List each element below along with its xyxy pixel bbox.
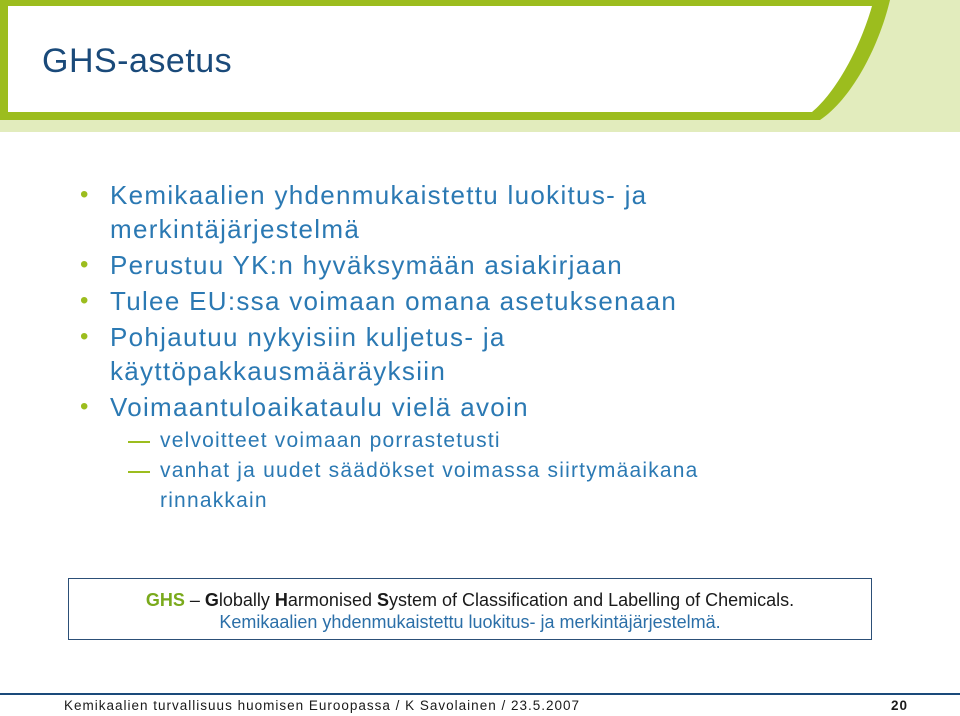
word-harmonised-rest: armonised [287, 590, 377, 610]
bullet-dot-icon: • [80, 393, 90, 420]
subbullet-item [80, 456, 880, 516]
bullet-text: Voimaantuloaikataulu vielä avoin [110, 392, 529, 422]
bullet-item [80, 320, 880, 388]
subbullet-text: vanhat ja uudet säädökset voimassa siirtymäaikana [160, 459, 699, 482]
subbullet-text: velvoitteet voimaan porrastetusti [160, 429, 501, 452]
ghs-acronym: GHS [145, 590, 185, 610]
bullet-item [80, 178, 880, 246]
footer-text: Kemikaalien turvallisuus huomisen Euroopassa / K Savolainen / 23.5.2007 [64, 698, 581, 713]
dash-icon [128, 471, 150, 473]
bullet-text: Perustuu YK:n hyväksymään asiakirjaan [110, 250, 623, 280]
bullet-text-continuation: käyttöpakkausmääräyksiin [110, 356, 447, 386]
initial-s: S [376, 590, 389, 610]
page-number: 20 [890, 698, 908, 713]
bullet-text: Kemikaalien yhdenmukaistettu luokitus- ja [110, 180, 648, 210]
initial-g: G [204, 590, 219, 610]
definition-dash: – [189, 590, 200, 610]
definition-line-english [69, 589, 871, 611]
slide-title: GHS-asetus [42, 42, 233, 80]
word-system-rest: ystem of Classification and Labelling of Chemicals. [388, 590, 795, 610]
bullet-item [80, 284, 880, 318]
bullet-text: Tulee EU:ssa voimaan omana asetuksenaan [110, 286, 678, 316]
bullet-dot-icon: • [80, 287, 90, 314]
bullet-text: Pohjautuu nykyisiin kuljetus- ja [110, 322, 506, 352]
definition-box [68, 578, 872, 640]
bullet-text-continuation: merkintäjärjestelmä [110, 214, 361, 244]
subbullet-text-continuation: rinnakkain [160, 489, 268, 512]
dash-icon [128, 441, 150, 443]
bullet-item [80, 390, 880, 424]
word-globally-rest: lobally [218, 590, 275, 610]
initial-h: H [274, 590, 288, 610]
bullet-dot-icon: • [80, 323, 90, 350]
definition-line-finnish: Kemikaalien yhdenmukaistettu luokitus- ja merkintäjärjestelmä. [219, 612, 721, 632]
footer-divider [0, 693, 960, 695]
subbullet-item [80, 426, 880, 456]
bullet-list [80, 178, 880, 516]
bullet-dot-icon: • [80, 251, 90, 278]
bullet-item [80, 248, 880, 282]
bullet-dot-icon: • [80, 181, 90, 208]
